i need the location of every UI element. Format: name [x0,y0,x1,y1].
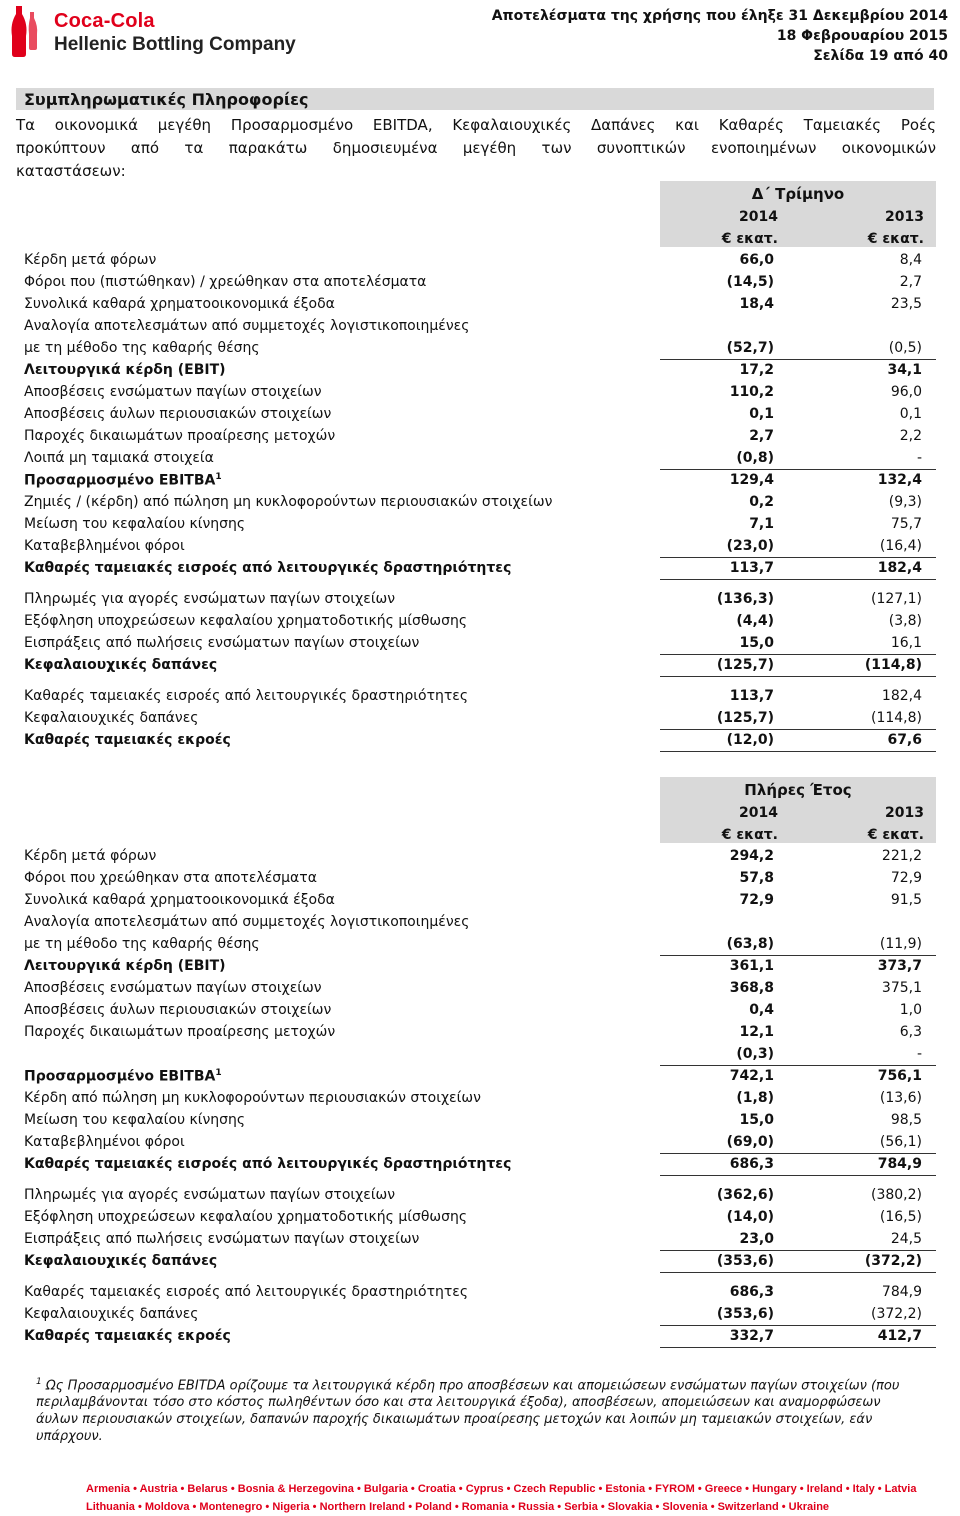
table-row [0,1325,960,1347]
row-label-text: Καθαρές ταμειακές εισροές από λειτουργικές δραστηριότητες [24,1284,469,1300]
footnote-mark: 1 [36,1377,42,1387]
row-label-text: Ζημιές / (κέρδη) από πώληση μη κυκλοφορούντων περιουσιακών στοιχείων [24,494,553,510]
value-2013: 412,7 [877,1328,922,1344]
fullyear-year-2013: 2013 [885,805,924,821]
value-2014: 57,8 [739,870,774,886]
brand-name: Coca-Cola [54,10,155,32]
row-label-text: Πληρωμές για αγορές ενσώματων παγίων στοιχείων [24,1187,396,1203]
row-label-text: Συνολικά καθαρά χρηματοοικονομικά έξοδα [24,892,335,908]
value-2013: 67,6 [887,732,922,748]
row-label [24,1284,468,1300]
value-2014: 66,0 [739,252,774,268]
quarter-year-2013: 2013 [885,209,924,225]
row-label [24,1002,331,1018]
value-2014: 15,0 [739,1112,774,1128]
quarter-unit-2013: € εκατ. [867,231,924,247]
bottle-icon [8,4,48,58]
value-2013: 16,1 [890,635,922,651]
row-label-text: Εξόφληση υποχρεώσεων κεφαλαίου χρηματοδοτικής μίσθωσης [24,1209,468,1225]
row-label-text: Εισπράξεις από πωλήσεις ενσώματων παγίων στοιχείων [24,1231,420,1247]
fullyear-unit-2014: € εκατ. [721,827,778,843]
row-label [24,274,426,290]
value-2014: (0,8) [736,450,774,466]
table-row [0,491,960,513]
row-label [24,1134,185,1150]
fullyear-unit-2013: € εκατ. [867,827,924,843]
intro-paragraph [16,114,936,183]
row-label [24,362,226,378]
value-2014: (136,3) [716,591,774,607]
value-2014: (12,0) [726,732,774,748]
value-2014: 332,7 [729,1328,774,1344]
row-label [24,1090,481,1106]
value-2014: (353,6) [716,1306,774,1322]
value-2014: (23,0) [726,538,774,554]
table-row [0,1281,960,1303]
row-label-text: με τη μέθοδο της καθαρής θέσης [24,936,260,952]
table-row [0,381,960,403]
value-2014: 2,7 [749,428,774,444]
table-row [0,271,960,293]
table-row [0,403,960,425]
row-label-text: Προσαρμοσμένο EBITBA [24,472,216,489]
row-label-text: Προσαρμοσμένο EBITBA [24,1068,216,1085]
row-label [24,318,469,334]
row-label-text: Αποσβέσεις ενσώματων παγίων στοιχείων [24,980,322,996]
row-label [24,1112,245,1128]
row-label [24,914,469,930]
section-title: Συμπληρωματικές Πληροφορίες [24,90,309,109]
row-label [24,870,317,886]
intro-line: Τα οικονομικά μεγέθη Προσαρμοσμένο EBITDA, Κεφαλαιουχικές Δαπάνες και Καθαρές Ταμειακές Ροές [16,116,936,134]
value-2013: 8,4 [899,252,922,268]
row-label-text: με τη μέθοδο της καθαρής θέσης [24,340,260,356]
value-2013: (3,8) [888,613,922,629]
table-row [0,315,960,337]
row-label-text: Κέρδη μετά φόρων [24,848,157,864]
row-label [24,1306,199,1322]
row-label [24,892,335,908]
row-label [24,472,222,489]
row-label-text: Παροχές δικαιωμάτων προαίρεσης μετοχών [24,428,336,444]
value-2013: (127,1) [870,591,922,607]
report-title: Αποτελέσματα της χρήσης που έληξε 31 Δεκεμβρίου 2014 [491,8,948,24]
row-label [24,296,335,312]
row-label-text: Κεφαλαιουχικές δαπάνες [24,657,218,673]
value-2013: (16,5) [879,1209,922,1225]
row-label [24,1187,395,1203]
row-label [24,252,156,268]
value-2013: 375,1 [881,980,922,996]
row-label-text: Μείωση του κεφαλαίου κίνησης [24,1112,246,1128]
value-2014: 113,7 [729,688,774,704]
row-label [24,428,335,444]
table-row [0,469,960,491]
table-row [0,447,960,469]
table-row [0,1250,960,1272]
row-label [24,384,322,400]
table-row [0,1153,960,1175]
footnote-ref: 1 [215,472,222,482]
value-2013: (114,8) [864,657,922,673]
row-label [24,848,156,864]
table-row [0,707,960,729]
value-2013: - [916,450,922,466]
table-row [0,1087,960,1109]
fullyear-year-2014: 2014 [739,805,778,821]
row-label [24,494,552,510]
value-2013: 75,7 [890,516,922,532]
quarter-period: Δ΄ Τρίμηνο [751,185,845,203]
table-row [0,293,960,315]
row-label-text: Εξόφληση υποχρεώσεων κεφαλαίου χρηματοδοτικής μίσθωσης [24,613,468,629]
value-2014: (14,5) [726,274,774,290]
value-2013: (372,2) [864,1253,922,1269]
value-2014: (125,7) [716,657,774,673]
value-2014: (4,4) [736,613,774,629]
row-label [24,450,214,466]
fullyear-column-header [660,777,936,843]
value-2014: 7,1 [749,516,774,532]
value-2013: 6,3 [899,1024,922,1040]
row-label-text: Φόροι που χρεώθηκαν στα αποτελέσματα [24,870,317,886]
value-2013: 756,1 [877,1068,922,1084]
footnote-text: Ως Προσαρμοσμένο EBITDA ορίζουμε τα λειτουργικά κέρδη προ αποσβέσεων και απομειώσεων ενσώματων παγίων στοιχείων (που περιλαμβάνονται τόσο στο κόστος πωληθέντων όσο και στα λειτουργικά έξοδα), αποσβέσεων, απομειώσεων και αναμορφώσεων άυλων περιουσιακών στοιχείων, δαπανών παροχής δικαιωμάτων προαίρεσης μετοχών και λοιπών μη ταμειακών στοιχείων, εάν υπάρχουν. [36,1378,900,1445]
table-row [0,729,960,751]
row-label-text: Λειτουργικά κέρδη (EBIT) [24,958,226,974]
table-row [0,1021,960,1043]
value-2014: 72,9 [739,892,774,908]
table-row [0,955,960,977]
table-row [0,977,960,999]
value-2014: (0,3) [736,1046,774,1062]
row-label-text: Αποσβέσεις άυλων περιουσιακών στοιχείων [24,1002,332,1018]
value-2014: (63,8) [726,936,774,952]
row-label [24,936,260,952]
row-label [24,1209,467,1225]
company-logo [8,4,348,58]
row-label-text: Αποσβέσεις ενσώματων παγίων στοιχείων [24,384,322,400]
row-label [24,710,199,726]
value-2014: (1,8) [736,1090,774,1106]
value-2013: (380,2) [870,1187,922,1203]
table-row [0,889,960,911]
row-label [24,516,245,532]
row-label [24,406,331,422]
table-row [0,1228,960,1250]
row-label [24,688,468,704]
row-label [24,958,226,974]
row-label-text: Μείωση του κεφαλαίου κίνησης [24,516,246,532]
page-number: Σελίδα 19 από 40 [813,48,948,64]
value-2013: 2,7 [899,274,922,290]
row-label-text: Καθαρές ταμειακές εκροές [24,732,231,748]
value-2014: 368,8 [729,980,774,996]
value-2013: (372,2) [870,1306,922,1322]
row-label-text: Κέρδη μετά φόρων [24,252,157,268]
row-label [24,980,322,996]
quarter-column-header [660,181,936,247]
row-label-text: Αναλογία αποτελεσμάτων από συμμετοχές λογιστικοποιημένες [24,318,470,334]
row-label [24,1068,222,1085]
table-row [0,1043,960,1065]
value-2014: 15,0 [739,635,774,651]
table-row [0,911,960,933]
fullyear-period: Πλήρες Έτος [744,781,852,799]
value-2014: (353,6) [716,1253,774,1269]
report-date: 18 Φεβρουαρίου 2015 [776,28,948,44]
intro-line: προκύπτουν από τα παρακάτω δημοσιευμένα μεγέθη των συνοπτικών ενοποιημένων οικονομικών [16,139,936,157]
row-label-text: Κέρδη από πώληση μη κυκλοφορούντων περιουσιακών στοιχείων [24,1090,481,1106]
row-label-text: Καθαρές ταμειακές εισροές από λειτουργικές δραστηριότητες [24,1156,512,1172]
table-row [0,845,960,867]
value-2013: (11,9) [879,936,922,952]
value-2013: 98,5 [890,1112,922,1128]
table-row [0,685,960,707]
table-row [0,1131,960,1153]
table-row [0,425,960,447]
countries-list [86,1480,960,1516]
table-row [0,513,960,535]
value-2013: (114,8) [870,710,922,726]
value-2014: 113,7 [729,560,774,576]
value-2014: 742,1 [729,1068,774,1084]
row-label [24,613,467,629]
row-label-text: Παροχές δικαιωμάτων προαίρεσης μετοχών [24,1024,336,1040]
value-2014: 294,2 [729,848,774,864]
row-label-text: Καθαρές ταμειακές εισροές από λειτουργικές δραστηριότητες [24,560,512,576]
table-row [0,588,960,610]
row-label-text: Πληρωμές για αγορές ενσώματων παγίων στοιχείων [24,591,396,607]
table-row [0,249,960,271]
value-2013: (9,3) [888,494,922,510]
value-2014: 686,3 [729,1284,774,1300]
row-label-text: Καταβεβλημένοι φόροι [24,1134,185,1150]
value-2014: 361,1 [729,958,774,974]
table-row [0,1065,960,1087]
value-2014: (362,6) [716,1187,774,1203]
value-2013: 24,5 [890,1231,922,1247]
value-2013: (56,1) [879,1134,922,1150]
intro-line: καταστάσεων: [16,162,126,180]
countries-line: Armenia • Austria • Belarus • Bosnia & Herzegovina • Bulgaria • Croatia • Cyprus • Czech Republic • Estonia • FYROM • Greece • Hungary • Ireland • Italy • Latvia [86,1483,917,1495]
row-label-text: Κεφαλαιουχικές δαπάνες [24,710,199,726]
table-row [0,1303,960,1325]
countries-line: Lithuania • Moldova • Montenegro • Nigeria • Northern Ireland • Poland • Romania • Russia • Serbia • Slovakia • Slovenia • Switzerland • Ukraine [86,1501,830,1513]
value-2013: 34,1 [887,362,922,378]
value-2013: 2,2 [899,428,922,444]
value-2013: 23,5 [890,296,922,312]
value-2014: (14,0) [726,1209,774,1225]
value-2014: 0,2 [749,494,774,510]
value-2014: 110,2 [729,384,774,400]
value-2013: (0,5) [888,340,922,356]
value-2013: 132,4 [877,472,922,488]
value-2013: - [916,1046,922,1062]
report-header [492,6,948,66]
row-label-text: Καταβεβλημένοι φόροι [24,538,185,554]
row-label [24,340,260,356]
value-2013: (16,4) [879,538,922,554]
value-2013: 96,0 [890,384,922,400]
row-label [24,591,395,607]
row-label [24,1328,231,1344]
table-row [0,1206,960,1228]
value-2013: 784,9 [877,1156,922,1172]
row-label [24,657,217,673]
row-label [24,635,419,651]
row-label [24,560,511,576]
value-2013: 221,2 [881,848,922,864]
quarter-unit-2014: € εκατ. [721,231,778,247]
row-label [24,1156,511,1172]
value-2014: 686,3 [729,1156,774,1172]
row-label [24,1231,419,1247]
value-2014: 129,4 [729,472,774,488]
row-label-text: Κεφαλαιουχικές δαπάνες [24,1253,218,1269]
value-2014: (52,7) [726,340,774,356]
value-2014: 0,1 [749,406,774,422]
table-row [0,557,960,579]
value-2013: 182,4 [881,688,922,704]
row-label-text: Λειτουργικά κέρδη (EBIT) [24,362,226,378]
row-label-text: Κεφαλαιουχικές δαπάνες [24,1306,199,1322]
value-2013: 182,4 [877,560,922,576]
row-label [24,538,185,554]
table-row [0,535,960,557]
value-2013: 0,1 [899,406,922,422]
value-2013: 1,0 [899,1002,922,1018]
table-row [0,933,960,955]
table-row [0,867,960,889]
value-2013: 91,5 [890,892,922,908]
row-label [24,1253,217,1269]
value-2014: 23,0 [739,1231,774,1247]
table-row [0,1109,960,1131]
table-row [0,337,960,359]
value-2014: 12,1 [739,1024,774,1040]
footnote-ref: 1 [215,1068,222,1078]
brand-subtitle: Hellenic Bottling Company [54,34,296,55]
value-2014: (69,0) [726,1134,774,1150]
row-label-text: Φόροι που (πιστώθηκαν) / χρεώθηκαν στα αποτελέσματα [24,274,427,290]
value-2013: 72,9 [890,870,922,886]
table-row [0,610,960,632]
value-2013: 784,9 [881,1284,922,1300]
value-2014: 18,4 [739,296,774,312]
row-label-text: Καθαρές ταμειακές εκροές [24,1328,231,1344]
value-2013: 373,7 [877,958,922,974]
row-label-text: Συνολικά καθαρά χρηματοοικονομικά έξοδα [24,296,335,312]
quarter-year-2014: 2014 [739,209,778,225]
row-label [24,1024,335,1040]
value-2014: (125,7) [716,710,774,726]
row-label-text: Αποσβέσεις άυλων περιουσιακών στοιχείων [24,406,332,422]
table-row [0,1184,960,1206]
row-label-text: Λοιπά μη ταμιακά στοιχεία [24,450,214,466]
value-2014: 17,2 [739,362,774,378]
row-label-text: Εισπράξεις από πωλήσεις ενσώματων παγίων στοιχείων [24,635,420,651]
footnote [36,1374,924,1445]
value-2014: 0,4 [749,1002,774,1018]
table-row [0,999,960,1021]
row-label-text: Αναλογία αποτελεσμάτων από συμμετοχές λογιστικοποιημένες [24,914,470,930]
value-2013: (13,6) [879,1090,922,1106]
row-label [24,732,231,748]
table-row [0,359,960,381]
table-row [0,654,960,676]
table-row [0,632,960,654]
row-label-text: Καθαρές ταμειακές εισροές από λειτουργικές δραστηριότητες [24,688,469,704]
